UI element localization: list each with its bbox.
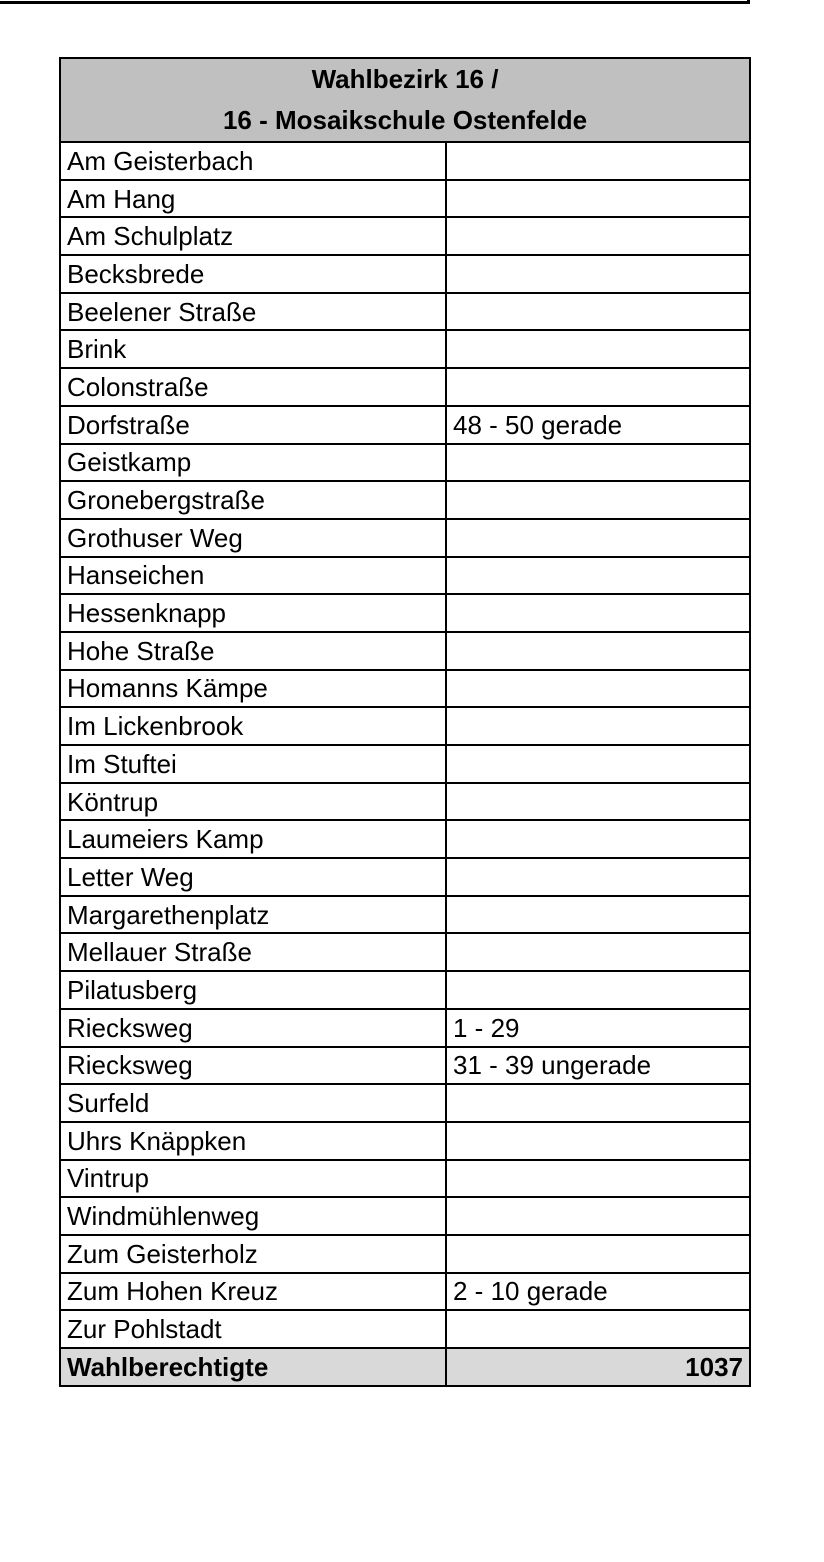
table-row	[60, 1235, 750, 1273]
house-number-range	[446, 858, 750, 896]
house-number-range: 1 - 29	[446, 1009, 750, 1047]
table-row	[60, 783, 750, 821]
table-row	[60, 1273, 750, 1311]
table-row	[60, 180, 750, 218]
table-row	[60, 745, 750, 783]
house-number-range	[446, 594, 750, 632]
house-number-range	[446, 820, 750, 858]
house-number-range: 48 - 50 gerade	[446, 406, 750, 444]
house-number-range	[446, 330, 750, 368]
table-row	[60, 896, 750, 934]
street-name: Am Hang	[60, 180, 446, 218]
street-name: Margarethenplatz	[60, 896, 446, 934]
table-row	[60, 368, 750, 406]
house-number-range	[446, 217, 750, 255]
table-row	[60, 217, 750, 255]
house-number-range	[446, 481, 750, 519]
district-table	[59, 57, 751, 1387]
house-number-range	[446, 1235, 750, 1273]
table-row	[60, 1310, 750, 1348]
street-name: Am Schulplatz	[60, 217, 446, 255]
house-number-range	[446, 971, 750, 1009]
table-row	[60, 858, 750, 896]
street-name: Geistkamp	[60, 444, 446, 482]
district-title-line2: 16 - Mosaikschule Ostenfelde	[222, 105, 588, 135]
house-number-range	[446, 142, 750, 180]
house-number-range	[446, 293, 750, 331]
house-number-range: 2 - 10 gerade	[446, 1273, 750, 1311]
street-name: Köntrup	[60, 783, 446, 821]
table-row	[60, 632, 750, 670]
table-row	[60, 255, 750, 293]
street-name: Im Lickenbrook	[60, 707, 446, 745]
house-number-range	[446, 557, 750, 595]
street-name: Gronebergstraße	[60, 481, 446, 519]
street-name: Zur Pohlstadt	[60, 1310, 446, 1348]
street-name: Riecksweg	[60, 1009, 446, 1047]
street-name: Zum Hohen Kreuz	[60, 1273, 446, 1311]
table-row	[60, 406, 750, 444]
table-row	[60, 1009, 750, 1047]
table-row	[60, 820, 750, 858]
street-name: Laumeiers Kamp	[60, 820, 446, 858]
table-row	[60, 1122, 750, 1160]
street-name: Beelener Straße	[60, 293, 446, 331]
house-number-range	[446, 1197, 750, 1235]
house-number-range	[446, 1160, 750, 1198]
table-row	[60, 519, 750, 557]
table-row	[60, 1197, 750, 1235]
street-name: Letter Weg	[60, 858, 446, 896]
top-border-line	[0, 0, 750, 4]
eligible-voters-label: Wahlberechtigte	[60, 1348, 446, 1386]
house-number-range	[446, 670, 750, 708]
table-row	[60, 1084, 750, 1122]
house-number-range	[446, 933, 750, 971]
street-name: Im Stuftei	[60, 745, 446, 783]
table-footer	[60, 1348, 750, 1386]
table-row	[60, 971, 750, 1009]
street-name: Uhrs Knäppken	[60, 1122, 446, 1160]
house-number-range	[446, 1122, 750, 1160]
house-number-range	[446, 896, 750, 934]
street-name: Homanns Kämpe	[60, 670, 446, 708]
street-name: Mellauer Straße	[60, 933, 446, 971]
table-row	[60, 933, 750, 971]
street-name: Am Geisterbach	[60, 142, 446, 180]
table-row	[60, 670, 750, 708]
table-header	[60, 58, 750, 142]
house-number-range	[446, 1310, 750, 1348]
street-name: Zum Geisterholz	[60, 1235, 446, 1273]
table-row	[60, 481, 750, 519]
house-number-range	[446, 255, 750, 293]
district-title-line1: Wahlbezirk 16 /	[311, 64, 499, 94]
table-row	[60, 557, 750, 595]
house-number-range	[446, 519, 750, 557]
table-row	[60, 1047, 750, 1085]
street-name: Hessenknapp	[60, 594, 446, 632]
street-name: Grothuser Weg	[60, 519, 446, 557]
district-title	[60, 58, 750, 142]
house-number-range: 31 - 39 ungerade	[446, 1047, 750, 1085]
street-name: Riecksweg	[60, 1047, 446, 1085]
eligible-voters-count: 1037	[446, 1348, 750, 1386]
table-row	[60, 594, 750, 632]
street-name: Windmühlenweg	[60, 1197, 446, 1235]
house-number-range	[446, 745, 750, 783]
street-name: Becksbrede	[60, 255, 446, 293]
house-number-range	[446, 632, 750, 670]
house-number-range	[446, 1084, 750, 1122]
table-row	[60, 707, 750, 745]
house-number-range	[446, 783, 750, 821]
house-number-range	[446, 707, 750, 745]
table-row	[60, 142, 750, 180]
street-name: Colonstraße	[60, 368, 446, 406]
house-number-range	[446, 444, 750, 482]
street-name: Pilatusberg	[60, 971, 446, 1009]
street-name: Brink	[60, 330, 446, 368]
house-number-range	[446, 368, 750, 406]
table-row	[60, 444, 750, 482]
table-row	[60, 293, 750, 331]
table-row	[60, 1160, 750, 1198]
street-name: Surfeld	[60, 1084, 446, 1122]
table-row	[60, 330, 750, 368]
street-name: Dorfstraße	[60, 406, 446, 444]
street-name: Vintrup	[60, 1160, 446, 1198]
street-name: Hanseichen	[60, 557, 446, 595]
house-number-range	[446, 180, 750, 218]
street-name: Hohe Straße	[60, 632, 446, 670]
